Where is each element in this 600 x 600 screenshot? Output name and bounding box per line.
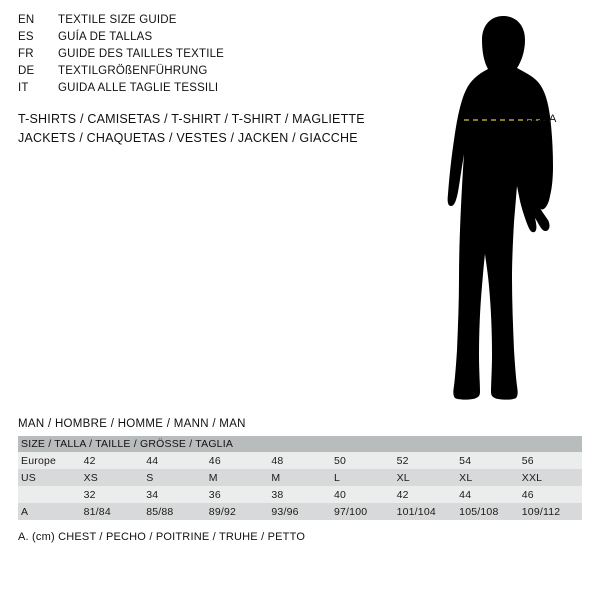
table-header-row [18,436,582,452]
cell-numeric-1: 34 [143,486,206,503]
cell-us-3: M [268,469,331,486]
table-footnote: A. (cm) CHEST / PECHO / POITRINE / TRUHE / PETTO [18,531,306,543]
cell-europe-4: 50 [331,452,394,469]
row-label-a: A [18,503,81,520]
cell-us-5: XL [394,469,457,486]
cell-a-4: 97/100 [331,503,394,520]
cell-us-2: M [206,469,269,486]
cell-us-4: L [331,469,394,486]
cell-numeric-5: 42 [394,486,457,503]
cell-us-1: S [143,469,206,486]
cell-europe-7: 56 [519,452,582,469]
callout-leader-line [528,120,546,121]
cell-a-2: 89/92 [206,503,269,520]
table-row [18,503,582,520]
row-label-us: US [18,469,81,486]
category-tshirts: T-SHIRTS / CAMISETAS / T-SHIRT / T-SHIRT / MAGLIETTE [18,112,365,126]
table-row [18,469,582,486]
cell-us-7: XXL [519,469,582,486]
language-row-es [18,31,378,48]
cell-europe-2: 46 [206,452,269,469]
language-row-it [18,82,378,99]
callout-label-a: A [549,113,557,125]
garment-category-list [18,110,418,148]
cell-europe-5: 52 [394,452,457,469]
cell-a-1: 85/88 [143,503,206,520]
category-jackets: JACKETS / CHAQUETAS / VESTES / JACKEN / GIACCHE [18,131,358,145]
cell-numeric-7: 46 [519,486,582,503]
cell-a-0: 81/84 [81,503,144,520]
language-code-es: ES [18,31,34,43]
table-row [18,486,582,503]
language-code-fr: FR [18,48,34,60]
row-label-numeric [18,486,81,503]
silhouette-icon [400,10,600,410]
size-table-area [18,418,582,543]
language-header-block [18,14,378,99]
language-code-it: IT [18,82,29,94]
cell-a-5: 101/104 [394,503,457,520]
cell-numeric-4: 40 [331,486,394,503]
cell-numeric-0: 32 [81,486,144,503]
cell-europe-0: 42 [81,452,144,469]
cell-us-0: XS [81,469,144,486]
row-label-europe: Europe [18,452,81,469]
table-row [18,452,582,469]
cell-numeric-2: 36 [206,486,269,503]
language-text-it: GUIDA ALLE TAGLIE TESSILI [58,82,219,94]
language-code-de: DE [18,65,35,77]
cell-a-3: 93/96 [268,503,331,520]
cell-a-6: 105/108 [456,503,519,520]
size-table [18,436,582,520]
language-row-en [18,14,378,31]
language-row-de [18,65,378,82]
language-row-fr [18,48,378,65]
cell-numeric-6: 44 [456,486,519,503]
cell-europe-1: 44 [143,452,206,469]
language-text-es: GUÍA DE TALLAS [58,31,153,43]
cell-numeric-3: 38 [268,486,331,503]
language-text-de: TEXTILGRÖßENFÜHRUNG [58,65,208,77]
cell-europe-6: 54 [456,452,519,469]
man-silhouette-figure [400,10,600,410]
cell-us-6: XL [456,469,519,486]
cell-a-7: 109/112 [519,503,582,520]
table-header-label: SIZE / TALLA / TAILLE / GRÖSSE / TAGLIA [18,436,582,452]
cell-europe-3: 48 [268,452,331,469]
language-text-fr: GUIDE DES TAILLES TEXTILE [58,48,225,60]
language-code-en: EN [18,14,35,26]
language-text-en: TEXTILE SIZE GUIDE [58,14,177,26]
table-title: MAN / HOMBRE / HOMME / MANN / MAN [18,418,246,430]
